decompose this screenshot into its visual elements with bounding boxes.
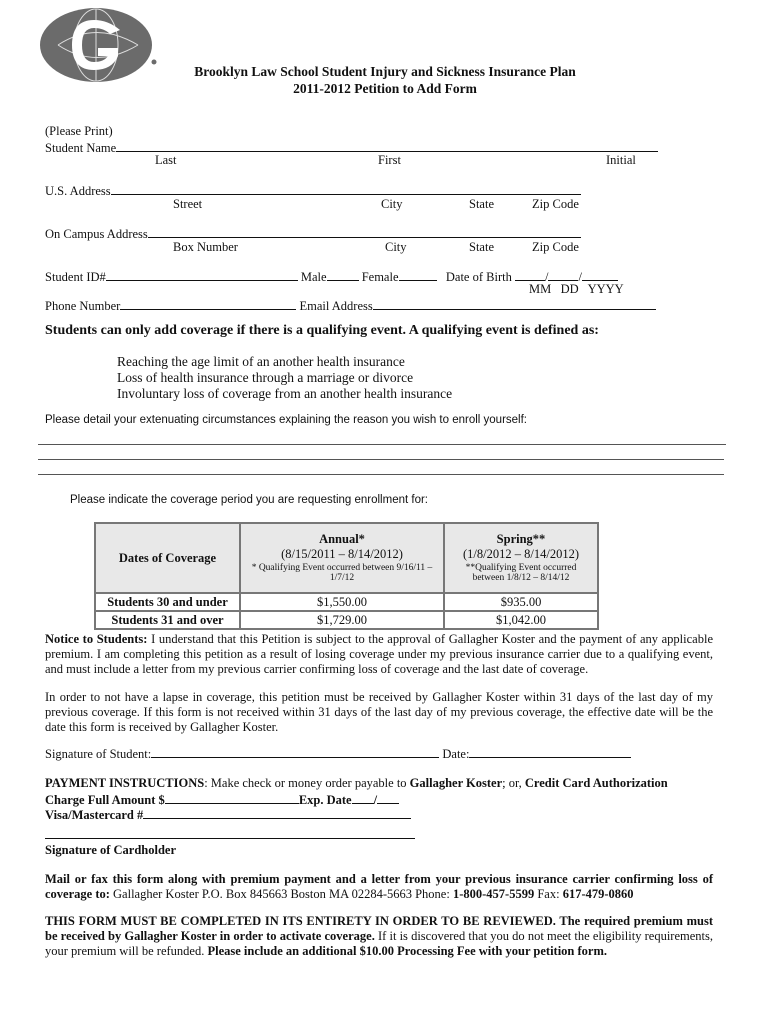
detail-line-1[interactable] xyxy=(38,444,726,445)
cardholder-signature-label: Signature of Cardholder xyxy=(45,843,177,857)
detail-line-3[interactable] xyxy=(38,474,724,475)
dob-day-field[interactable] xyxy=(548,268,578,281)
dob-year-field[interactable] xyxy=(582,268,618,281)
city-sublabel: City xyxy=(381,197,403,211)
female-label: Female xyxy=(361,270,399,284)
payment-label: PAYMENT INSTRUCTIONS xyxy=(45,776,205,790)
annual-price[interactable]: $1,550.00 xyxy=(240,593,444,611)
annual-note: * Qualifying Event occurred between 9/16/11 – 1/7/12 xyxy=(251,563,433,583)
date-field[interactable] xyxy=(469,745,631,758)
initial-sublabel: Initial xyxy=(606,153,636,167)
qualifying-events-list xyxy=(117,354,452,402)
dob-month-field[interactable] xyxy=(515,268,545,281)
form-title: Brooklyn Law School Student Injury and Sickness Insurance Plan xyxy=(194,64,576,79)
dob-format-hint: MM DD YYYY xyxy=(529,282,624,296)
dob-label: Date of Birth xyxy=(445,270,512,284)
campus-state-sublabel: State xyxy=(469,240,494,254)
state-sublabel: State xyxy=(469,197,494,211)
qualifying-event-1: Reaching the age limit of an another health insurance xyxy=(117,354,405,369)
spring-column-header[interactable] xyxy=(444,523,598,593)
annual-title: Annual* xyxy=(319,532,365,546)
date-label: Date: xyxy=(442,747,470,761)
last-name-sublabel: Last xyxy=(155,153,177,167)
spring-price[interactable]: $935.00 xyxy=(444,593,598,611)
us-address-label: U.S. Address xyxy=(45,184,111,198)
payment-or: ; or, xyxy=(502,776,525,790)
processing-fee-note: Please include an additional $10.00 Processing Fee with your petition form. xyxy=(207,944,607,958)
fax-number: 617-479-0860 xyxy=(562,887,634,901)
email-field[interactable] xyxy=(373,297,656,310)
mail-instructions: Mail or fax this form along with premium payment and a letter from your previous insurance carrier confirming loss of coverage to: xyxy=(45,872,713,901)
table-row xyxy=(95,611,598,629)
student-name-label: Student Name xyxy=(45,141,117,155)
zip-sublabel: Zip Code xyxy=(532,197,579,211)
qualifying-heading: Students can only add coverage if there is a qualifying event. A qualifying event is defined as: xyxy=(45,323,599,338)
detail-prompt: Please detail your extenuating circumstances explaining the reason you wish to enroll yourself: xyxy=(45,414,527,426)
annual-dates: (8/15/2011 – 8/14/2012) xyxy=(281,547,403,561)
mail-address: Gallagher Koster P.O. Box 845663 Boston MA 02284-5663 Phone: xyxy=(109,887,453,901)
notice-paragraph xyxy=(45,632,713,677)
female-field[interactable] xyxy=(399,268,437,281)
qualifying-event-3: Involuntary loss of coverage from an another health insurance xyxy=(117,386,453,401)
campus-address-label: On Campus Address xyxy=(45,227,148,241)
street-sublabel: Street xyxy=(173,197,203,211)
male-label: Male xyxy=(300,270,327,284)
lapse-paragraph: In order to not have a lapse in coverage, this petition must be received by Gallagher Koster within 31 days of the last day of my previous coverage. If this form is not received within 31 days of the last day of my previous coverage, the effective date will be the date this form is received by Gallagher Koster. xyxy=(45,690,713,734)
charge-amount-field[interactable] xyxy=(165,791,299,804)
campus-zip-sublabel: Zip Code xyxy=(532,240,579,254)
exp-date-label: Exp. Date xyxy=(298,793,352,807)
email-label: Email Address xyxy=(299,299,373,313)
coverage-prompt: Please indicate the coverage period you are requesting enrollment for: xyxy=(70,494,428,506)
first-name-sublabel: First xyxy=(378,153,401,167)
payment-instructions xyxy=(45,776,668,791)
campus-address-field[interactable] xyxy=(148,225,581,238)
charge-amount-label: Charge Full Amount $ xyxy=(45,793,165,807)
row-label: Students 30 and under xyxy=(95,593,240,611)
phone-label: Phone Number xyxy=(45,299,121,313)
spring-price[interactable]: $1,042.00 xyxy=(444,611,598,629)
notice-text: I understand that this Petition is subject to the approval of Gallagher Koster and the payment of any applicable premium. I am completing this petition as a result of losing coverage under my previous insurance carrier due to a qualifying event, and must include a letter from my previous carrier confirming loss of coverage and the last date of coverage. xyxy=(45,632,713,676)
form-subtitle: 2011-2012 Petition to Add Form xyxy=(293,81,477,96)
annual-price[interactable]: $1,729.00 xyxy=(240,611,444,629)
payment-text: : Make check or money order payable to xyxy=(204,776,410,790)
qualifying-event-2: Loss of health insurance through a marriage or divorce xyxy=(117,370,414,385)
payee-name: Gallagher Koster xyxy=(409,776,503,790)
spring-title: Spring** xyxy=(496,532,546,546)
campus-city-sublabel: City xyxy=(385,240,407,254)
card-number-field[interactable] xyxy=(143,806,411,819)
detail-line-2[interactable] xyxy=(38,459,724,460)
row-label: Students 31 and over xyxy=(95,611,240,629)
student-name-field[interactable] xyxy=(116,139,658,152)
student-id-label: Student ID# xyxy=(45,270,106,284)
exp-year-field[interactable] xyxy=(377,791,399,804)
mail-paragraph xyxy=(45,872,713,902)
student-signature-label: Signature of Student: xyxy=(45,747,152,761)
student-signature-field[interactable] xyxy=(151,745,439,758)
cardholder-signature-field[interactable] xyxy=(45,838,415,839)
card-number-label: Visa/Mastercard # xyxy=(45,808,144,822)
spring-note: **Qualifying Event occurred between 1/8/12 – 8/14/12 xyxy=(465,563,577,583)
annual-column-header[interactable] xyxy=(240,523,444,593)
spring-dates: (1/8/2012 – 8/14/2012) xyxy=(463,547,579,561)
male-field[interactable] xyxy=(327,268,359,281)
table-row xyxy=(95,593,598,611)
dates-of-coverage-header: Dates of Coverage xyxy=(95,523,240,593)
final-refund-text: If it is discovered that you do not meet the eligibility requirements, your premium will be refunded. xyxy=(45,929,713,958)
please-print-label: (Please Print) xyxy=(45,124,113,138)
final-paragraph xyxy=(45,914,713,959)
notice-label: Notice to Students: xyxy=(45,632,148,646)
phone-field[interactable] xyxy=(120,297,296,310)
student-id-field[interactable] xyxy=(106,268,298,281)
final-requirement: THIS FORM MUST BE COMPLETED IN ITS ENTIRETY IN ORDER TO BE REVIEWED. The required premium must be received by Gallagher Koster in order to activate coverage. xyxy=(45,914,713,943)
phone-number: 1-800-457-5599 xyxy=(452,887,535,901)
fax-label: Fax: xyxy=(534,887,563,901)
coverage-table xyxy=(94,522,599,630)
cc-auth-label: Credit Card Authorization xyxy=(524,776,668,790)
us-address-field[interactable] xyxy=(111,182,581,195)
box-number-sublabel: Box Number xyxy=(173,240,238,254)
exp-month-field[interactable] xyxy=(352,791,374,804)
